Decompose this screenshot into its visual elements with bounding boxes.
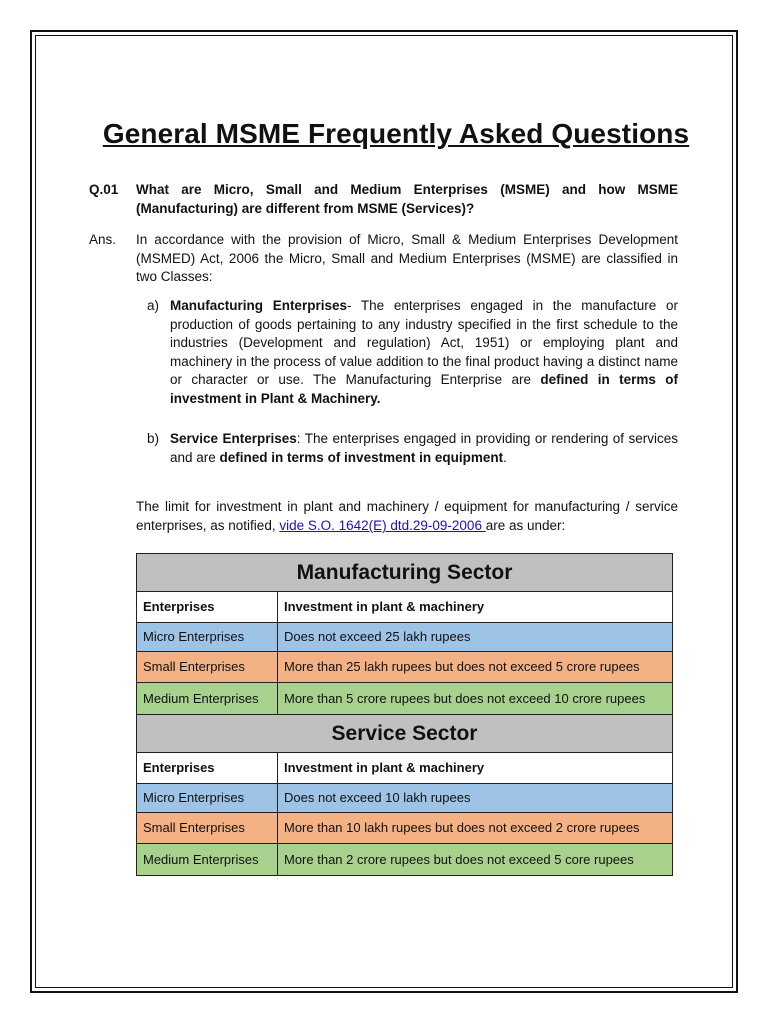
- enterprise-type: Micro Enterprises: [137, 623, 278, 652]
- answer-text: In accordance with the provision of Micro, Small & Medium Enterprises Development (MSMED) Act, 2006 the Micro, Small and Medium Enterprises (MSME) are classified in two Classes:: [136, 232, 678, 284]
- list-item-heading: Service Enterprises: [170, 431, 297, 446]
- list-item-body: [170, 297, 678, 408]
- question-number: Q.01: [89, 182, 119, 197]
- list-item-tail: .: [503, 449, 507, 465]
- table-row: [137, 844, 673, 876]
- investment-limit: Does not exceed 25 lakh rupees: [278, 623, 673, 652]
- column-investment: Investment in plant & machinery: [278, 592, 673, 623]
- column-investment: Investment in plant & machinery: [278, 753, 673, 784]
- table-row: [137, 652, 673, 683]
- investment-limit: More than 25 lakh rupees but does not exceed 5 crore rupees: [278, 652, 673, 683]
- investment-limit: Does not exceed 10 lakh rupees: [278, 784, 673, 813]
- limit-text-after: are as under:: [485, 518, 566, 533]
- limit-text-before: The limit for investment in plant and machinery / equipment for manufacturing / service enterprises, as notified,: [136, 499, 678, 533]
- service-sector-heading: Service Sector: [137, 715, 673, 753]
- enterprise-type: Small Enterprises: [137, 652, 278, 683]
- investment-limit: More than 10 lakh rupees but does not exceed 2 crore rupees: [278, 813, 673, 844]
- enterprise-type: Small Enterprises: [137, 813, 278, 844]
- enterprise-type: Medium Enterprises: [137, 683, 278, 715]
- table-row: [137, 813, 673, 844]
- list-item-emphasis: defined in terms of investment in equipment: [219, 449, 504, 465]
- notification-link[interactable]: vide S.O. 1642(E) dtd.29-09-2006: [279, 518, 486, 533]
- list-item-text: - The enterprises engaged in the manufacture or production of goods pertaining to any industry specified in the first schedule to the industries (Development and regulation) Act, 1951) or employing plant and machinery in the process of value addition to the final product having a distinct name or character or use. The Manufacturing Enterprise are: [170, 298, 679, 387]
- investment-limit: More than 2 crore rupees but does not exceed 5 core rupees: [278, 844, 673, 876]
- table-column-header: [137, 592, 673, 623]
- page-title: General MSME Frequently Asked Questions: [102, 118, 690, 149]
- table-row: [137, 683, 673, 715]
- list-item-heading: Manufacturing Enterprises: [170, 298, 347, 313]
- question-text: What are Micro, Small and Medium Enterprises (MSME) and how MSME (Manufacturing) are different from MSME (Services)?: [136, 182, 678, 216]
- list-item-label: b): [147, 431, 160, 446]
- column-enterprises: Enterprises: [137, 753, 278, 784]
- table-column-header: [137, 753, 673, 784]
- answer-label: Ans.: [89, 232, 117, 247]
- table-row: [137, 623, 673, 652]
- investment-limit-paragraph: [136, 497, 678, 535]
- list-item-manufacturing: [147, 297, 678, 408]
- list-item-text: : The enterprises engaged in providing or rendering of services and are: [170, 431, 679, 465]
- list-item-service: [147, 430, 678, 467]
- manufacturing-sector-heading: Manufacturing Sector: [137, 554, 673, 592]
- list-item-label: a): [147, 298, 160, 313]
- enterprise-type: Micro Enterprises: [137, 784, 278, 813]
- investment-limit: More than 5 crore rupees but does not exceed 10 crore rupees: [278, 683, 673, 715]
- answer: [89, 231, 678, 287]
- list-item-body: [170, 430, 678, 467]
- table-row: [137, 784, 673, 813]
- msme-limits-table: [136, 553, 673, 876]
- list-item-emphasis: defined in terms of investment in Plant & Machinery.: [170, 372, 678, 406]
- question: [89, 180, 678, 218]
- enterprise-type: Medium Enterprises: [137, 844, 278, 876]
- column-enterprises: Enterprises: [137, 592, 278, 623]
